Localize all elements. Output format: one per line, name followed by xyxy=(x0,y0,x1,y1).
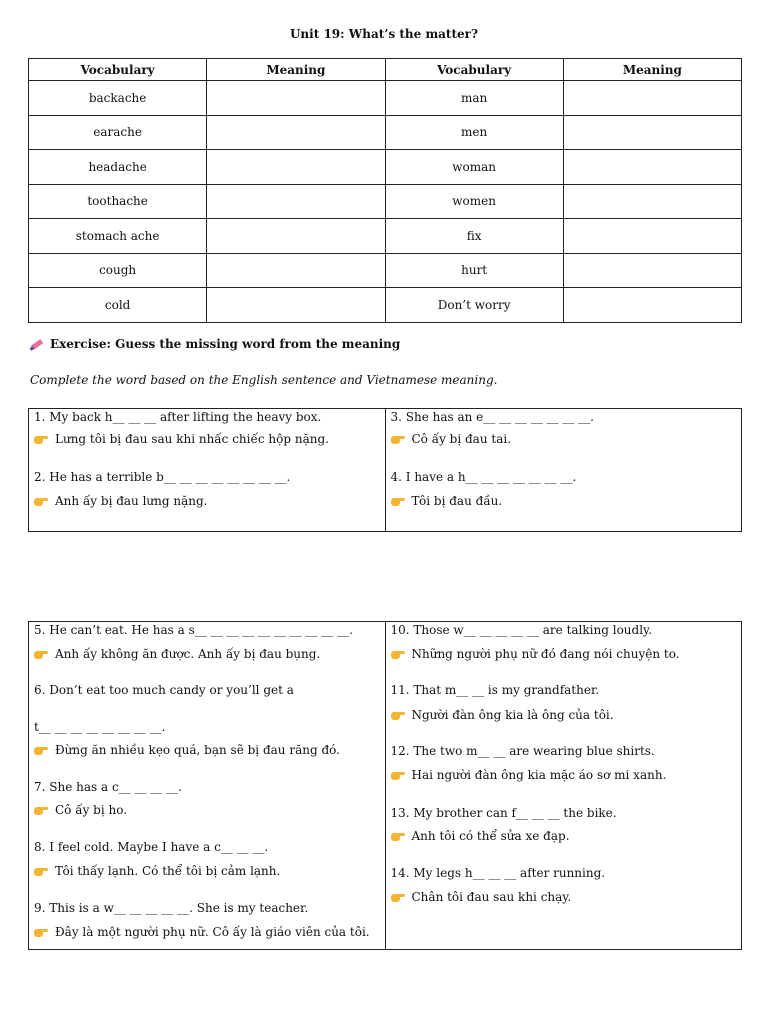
question-1: 1. My back h__ __ __ after lifting the heavy box. xyxy=(34,410,322,424)
meaning-10 xyxy=(391,647,680,661)
question-12: 12. The two m__ __ are wearing blue shirts. xyxy=(390,744,655,758)
table-row xyxy=(29,219,742,254)
question-5: 5. He can’t eat. He has a s__ __ __ __ __ __ __ __ __ __. xyxy=(34,623,353,637)
vocab-word: toothache xyxy=(29,184,207,219)
exercise-column-left xyxy=(29,409,386,531)
meaning-13 xyxy=(391,829,570,843)
pointing-hand-icon xyxy=(391,710,405,721)
vocab-word: men xyxy=(385,115,563,150)
meaning-text: Tôi thấy lạnh. Có thể tôi bị cảm lạnh. xyxy=(55,864,281,878)
pointing-hand-icon xyxy=(34,927,48,938)
meaning-text: Cô ấy bị ho. xyxy=(55,803,128,817)
vocab-word: hurt xyxy=(385,253,563,288)
meaning-7 xyxy=(34,803,127,817)
pointing-hand-icon xyxy=(34,866,48,877)
exercise-box-2 xyxy=(28,621,742,950)
meaning-cell[interactable] xyxy=(563,253,741,288)
question-7: 7. She has a c__ __ __ __. xyxy=(34,780,182,794)
meaning-cell[interactable] xyxy=(207,184,385,219)
meaning-text: Tôi bị đau đầu. xyxy=(411,494,503,508)
question-14: 14. My legs h__ __ __ after running. xyxy=(390,866,606,880)
question-3: 3. She has an e__ __ __ __ __ __ __. xyxy=(390,410,594,424)
meaning-cell[interactable] xyxy=(563,184,741,219)
pencil-memo-icon xyxy=(30,337,44,351)
question-6-blank: t__ __ __ __ __ __ __ __. xyxy=(34,720,166,734)
pointing-hand-icon xyxy=(391,496,405,507)
table-row xyxy=(29,288,742,323)
meaning-2 xyxy=(34,494,208,508)
meaning-cell[interactable] xyxy=(563,219,741,254)
vocabulary-table xyxy=(28,58,742,323)
pointing-hand-icon xyxy=(391,831,405,842)
meaning-cell[interactable] xyxy=(563,81,741,116)
pointing-hand-icon xyxy=(34,805,48,816)
vocab-word: earache xyxy=(29,115,207,150)
meaning-8 xyxy=(34,864,280,878)
question-8: 8. I feel cold. Maybe I have a c__ __ __. xyxy=(34,840,269,854)
meaning-6 xyxy=(34,743,340,757)
vocab-word: headache xyxy=(29,150,207,185)
meaning-text: Những người phụ nữ đó đang nói chuyện to. xyxy=(411,647,680,661)
meaning-text: Anh ấy bị đau lưng nặng. xyxy=(55,494,208,508)
question-4: 4. I have a h__ __ __ __ __ __ __. xyxy=(390,470,577,484)
table-row xyxy=(29,81,742,116)
vocab-word: woman xyxy=(385,150,563,185)
meaning-cell[interactable] xyxy=(207,115,385,150)
column-header: Meaning xyxy=(207,59,385,81)
question-6: 6. Don’t eat too much candy or you’ll get a xyxy=(34,683,294,697)
meaning-4 xyxy=(391,494,503,508)
table-row xyxy=(29,184,742,219)
meaning-cell[interactable] xyxy=(207,81,385,116)
vocab-word: women xyxy=(385,184,563,219)
vocab-word: man xyxy=(385,81,563,116)
vocab-word: cold xyxy=(29,288,207,323)
meaning-text: Hai người đàn ông kia mặc áo sơ mi xanh. xyxy=(411,768,667,782)
question-10: 10. Those w__ __ __ __ __ are talking loudly. xyxy=(390,623,653,637)
pointing-hand-icon xyxy=(34,496,48,507)
meaning-text: Chân tôi đau sau khi chạy. xyxy=(411,890,572,904)
meaning-cell[interactable] xyxy=(207,150,385,185)
vocab-word: fix xyxy=(385,219,563,254)
column-header: Meaning xyxy=(563,59,741,81)
meaning-11 xyxy=(391,708,614,722)
table-row xyxy=(29,115,742,150)
question-9: 9. This is a w__ __ __ __ __. She is my teacher. xyxy=(34,901,309,915)
meaning-cell[interactable] xyxy=(563,115,741,150)
meaning-cell[interactable] xyxy=(207,219,385,254)
meaning-cell[interactable] xyxy=(207,288,385,323)
table-row xyxy=(29,150,742,185)
meaning-text: Anh tôi có thể sửa xe đạp. xyxy=(411,829,570,843)
pointing-hand-icon xyxy=(391,892,405,903)
pointing-hand-icon xyxy=(34,745,48,756)
pointing-hand-icon xyxy=(391,434,405,445)
pointing-hand-icon xyxy=(391,770,405,781)
column-header: Vocabulary xyxy=(385,59,563,81)
question-11: 11. That m__ __ is my grandfather. xyxy=(390,683,600,697)
page-title: Unit 19: What’s the matter? xyxy=(289,27,479,41)
pointing-hand-icon xyxy=(391,649,405,660)
meaning-text: Đừng ăn nhiều kẹo quá, bạn sẽ bị đau răng đó. xyxy=(55,743,340,757)
vocab-word: Don’t worry xyxy=(385,288,563,323)
pointing-hand-icon xyxy=(34,434,48,445)
vocab-word: cough xyxy=(29,253,207,288)
meaning-12 xyxy=(391,768,667,782)
meaning-9 xyxy=(34,925,370,939)
meaning-text: Người đàn ông kia là ông của tôi. xyxy=(411,708,614,722)
meaning-text: Anh ấy không ăn được. Anh ấy bị đau bụng. xyxy=(55,647,321,661)
pointing-hand-icon xyxy=(34,649,48,660)
meaning-text: Lưng tôi bị đau sau khi nhấc chiếc hộp nặng. xyxy=(55,432,329,446)
exercise-box-1 xyxy=(28,408,742,532)
meaning-cell[interactable] xyxy=(207,253,385,288)
meaning-1 xyxy=(34,432,329,446)
table-header-row xyxy=(29,59,742,81)
exercise-heading-text: Exercise: Guess the missing word from the meaning xyxy=(50,337,401,351)
table-row xyxy=(29,253,742,288)
exercise-column-right xyxy=(386,409,742,531)
question-2: 2. He has a terrible b__ __ __ __ __ __ __ __. xyxy=(34,470,291,484)
exercise-instruction: Complete the word based on the English sentence and Vietnamese meaning. xyxy=(30,373,498,387)
meaning-cell[interactable] xyxy=(563,150,741,185)
meaning-text: Đây là một người phụ nữ. Cô ấy là giáo viên của tôi. xyxy=(55,925,370,939)
exercise-column-left xyxy=(29,622,386,949)
meaning-cell[interactable] xyxy=(563,288,741,323)
exercise-column-right xyxy=(386,622,742,949)
meaning-14 xyxy=(391,890,572,904)
vocab-word: stomach ache xyxy=(29,219,207,254)
meaning-3 xyxy=(391,432,512,446)
exercise-heading xyxy=(30,337,400,351)
vocab-word: backache xyxy=(29,81,207,116)
meaning-text: Cô ấy bị đau tai. xyxy=(411,432,512,446)
meaning-5 xyxy=(34,647,320,661)
column-header: Vocabulary xyxy=(29,59,207,81)
question-13: 13. My brother can f__ __ __ the bike. xyxy=(390,806,617,820)
